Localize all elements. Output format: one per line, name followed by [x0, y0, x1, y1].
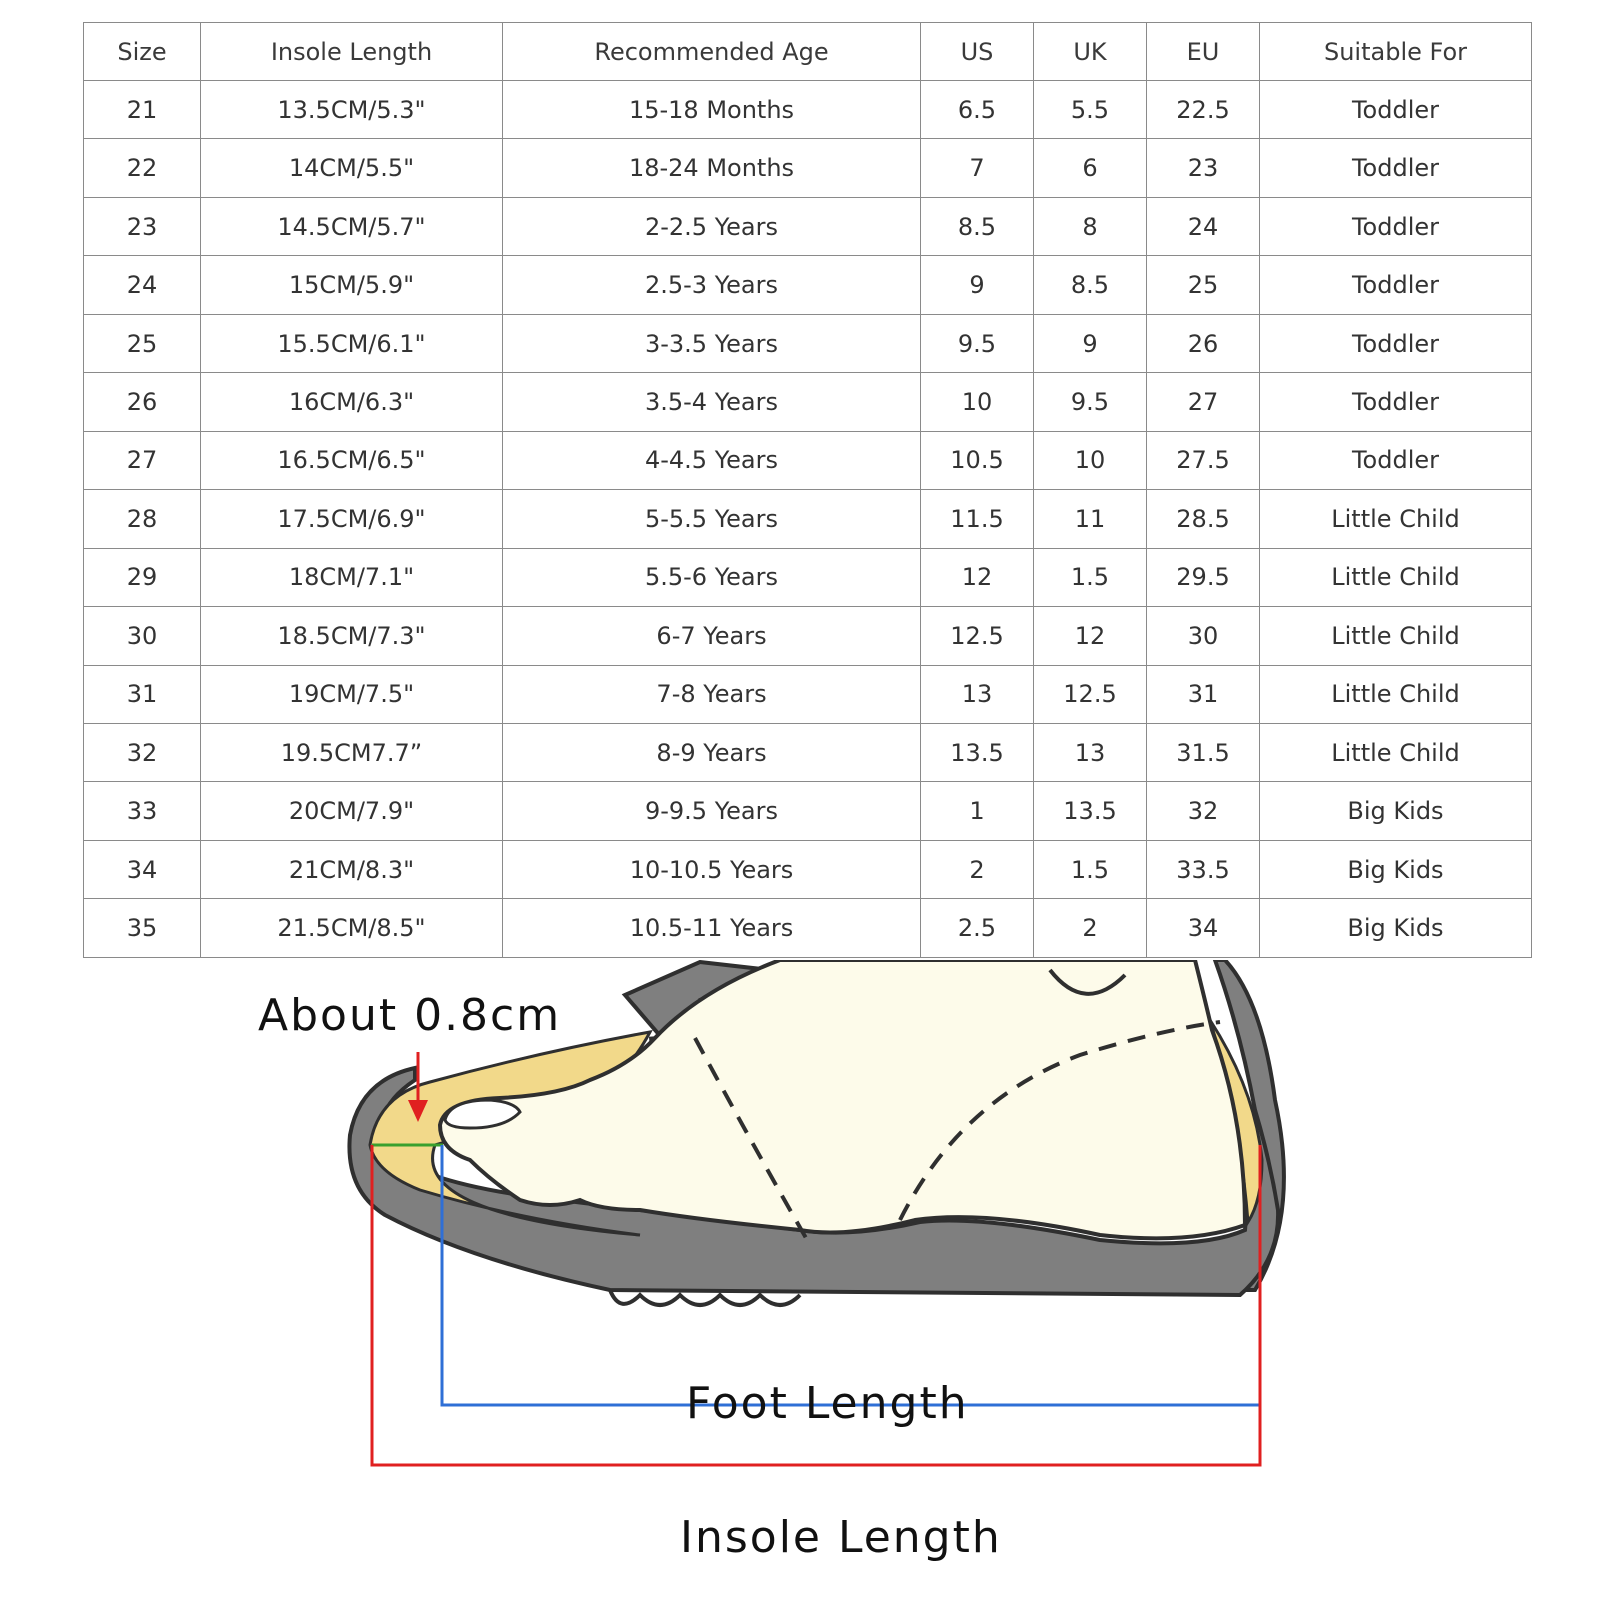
table-row — [84, 139, 1532, 197]
cell-eu: 22.5 — [1147, 81, 1260, 139]
cell-us: 9 — [921, 256, 1034, 314]
cell-insole-length: 19CM/7.5" — [201, 665, 503, 723]
header-insole-length: Insole Length — [201, 23, 503, 81]
cell-insole-length: 15CM/5.9" — [201, 256, 503, 314]
cell-recommended-age: 3.5-4 Years — [503, 373, 921, 431]
cell-size: 21 — [84, 81, 201, 139]
cell-us: 13.5 — [921, 723, 1034, 781]
table-row — [84, 548, 1532, 606]
cell-insole-length: 14CM/5.5" — [201, 139, 503, 197]
cell-eu: 25 — [1147, 256, 1260, 314]
table-row — [84, 782, 1532, 840]
header-uk: UK — [1034, 23, 1147, 81]
cell-suitable-for: Little Child — [1260, 665, 1532, 723]
cell-uk: 12 — [1034, 607, 1147, 665]
cell-size: 30 — [84, 607, 201, 665]
table-row — [84, 81, 1532, 139]
cell-us: 10 — [921, 373, 1034, 431]
cell-size: 26 — [84, 373, 201, 431]
cell-recommended-age: 2-2.5 Years — [503, 197, 921, 255]
cell-recommended-age: 6-7 Years — [503, 607, 921, 665]
cell-size: 24 — [84, 256, 201, 314]
cell-uk: 5.5 — [1034, 81, 1147, 139]
cell-insole-length: 20CM/7.9" — [201, 782, 503, 840]
cell-eu: 29.5 — [1147, 548, 1260, 606]
cell-us: 12 — [921, 548, 1034, 606]
cell-suitable-for: Toddler — [1260, 81, 1532, 139]
cell-insole-length: 19.5CM7.7” — [201, 723, 503, 781]
table-row — [84, 197, 1532, 255]
cell-eu: 33.5 — [1147, 840, 1260, 898]
cell-recommended-age: 10.5-11 Years — [503, 899, 921, 958]
cell-us: 2 — [921, 840, 1034, 898]
cell-size: 23 — [84, 197, 201, 255]
table-body — [84, 81, 1532, 958]
cell-size: 34 — [84, 840, 201, 898]
cell-recommended-age: 4-4.5 Years — [503, 431, 921, 489]
header-suitable-for: Suitable For — [1260, 23, 1532, 81]
toe-gap-label: About 0.8cm — [258, 990, 562, 1041]
cell-eu: 31.5 — [1147, 723, 1260, 781]
cell-us: 8.5 — [921, 197, 1034, 255]
cell-eu: 31 — [1147, 665, 1260, 723]
cell-recommended-age: 5-5.5 Years — [503, 490, 921, 548]
cell-suitable-for: Big Kids — [1260, 782, 1532, 840]
cell-eu: 26 — [1147, 314, 1260, 372]
cell-us: 10.5 — [921, 431, 1034, 489]
cell-suitable-for: Toddler — [1260, 314, 1532, 372]
cell-uk: 1.5 — [1034, 548, 1147, 606]
size-chart-table — [83, 22, 1532, 958]
cell-uk: 13 — [1034, 723, 1147, 781]
cell-insole-length: 16CM/6.3" — [201, 373, 503, 431]
cell-uk: 6 — [1034, 139, 1147, 197]
table-row — [84, 665, 1532, 723]
cell-insole-length: 16.5CM/6.5" — [201, 431, 503, 489]
cell-us: 13 — [921, 665, 1034, 723]
cell-recommended-age: 3-3.5 Years — [503, 314, 921, 372]
cell-uk: 9.5 — [1034, 373, 1147, 431]
cell-recommended-age: 5.5-6 Years — [503, 548, 921, 606]
cell-insole-length: 14.5CM/5.7" — [201, 197, 503, 255]
table-row — [84, 314, 1532, 372]
cell-uk: 2 — [1034, 899, 1147, 958]
table-row — [84, 723, 1532, 781]
cell-insole-length: 18CM/7.1" — [201, 548, 503, 606]
cell-us: 11.5 — [921, 490, 1034, 548]
header-recommended-age: Recommended Age — [503, 23, 921, 81]
cell-eu: 23 — [1147, 139, 1260, 197]
cell-suitable-for: Little Child — [1260, 490, 1532, 548]
cell-recommended-age: 7-8 Years — [503, 665, 921, 723]
cell-suitable-for: Toddler — [1260, 431, 1532, 489]
cell-insole-length: 21.5CM/8.5" — [201, 899, 503, 958]
cell-suitable-for: Toddler — [1260, 139, 1532, 197]
cell-insole-length: 18.5CM/7.3" — [201, 607, 503, 665]
cell-us: 12.5 — [921, 607, 1034, 665]
cell-uk: 8 — [1034, 197, 1147, 255]
cell-uk: 8.5 — [1034, 256, 1147, 314]
cell-uk: 10 — [1034, 431, 1147, 489]
cell-eu: 28.5 — [1147, 490, 1260, 548]
table-row — [84, 899, 1532, 958]
cell-size: 31 — [84, 665, 201, 723]
cell-recommended-age: 8-9 Years — [503, 723, 921, 781]
cell-suitable-for: Big Kids — [1260, 899, 1532, 958]
header-us: US — [921, 23, 1034, 81]
cell-suitable-for: Little Child — [1260, 607, 1532, 665]
cell-size: 32 — [84, 723, 201, 781]
cell-suitable-for: Little Child — [1260, 548, 1532, 606]
cell-us: 7 — [921, 139, 1034, 197]
cell-us: 1 — [921, 782, 1034, 840]
header-size: Size — [84, 23, 201, 81]
header-eu: EU — [1147, 23, 1260, 81]
cell-eu: 27.5 — [1147, 431, 1260, 489]
table-row — [84, 256, 1532, 314]
cell-insole-length: 13.5CM/5.3" — [201, 81, 503, 139]
cell-us: 2.5 — [921, 899, 1034, 958]
cell-uk: 13.5 — [1034, 782, 1147, 840]
shoe-fit-illustration — [0, 960, 1600, 1600]
table-row — [84, 431, 1532, 489]
cell-insole-length: 15.5CM/6.1" — [201, 314, 503, 372]
cell-size: 22 — [84, 139, 201, 197]
cell-suitable-for: Toddler — [1260, 197, 1532, 255]
cell-eu: 34 — [1147, 899, 1260, 958]
cell-eu: 30 — [1147, 607, 1260, 665]
cell-recommended-age: 2.5-3 Years — [503, 256, 921, 314]
cell-size: 27 — [84, 431, 201, 489]
cell-eu: 24 — [1147, 197, 1260, 255]
insole-length-label: Insole Length — [680, 1512, 1002, 1563]
cell-size: 35 — [84, 899, 201, 958]
cell-recommended-age: 15-18 Months — [503, 81, 921, 139]
cell-size: 29 — [84, 548, 201, 606]
cell-recommended-age: 9-9.5 Years — [503, 782, 921, 840]
cell-us: 6.5 — [921, 81, 1034, 139]
cell-insole-length: 17.5CM/6.9" — [201, 490, 503, 548]
cell-insole-length: 21CM/8.3" — [201, 840, 503, 898]
table-row — [84, 607, 1532, 665]
cell-uk: 11 — [1034, 490, 1147, 548]
cell-suitable-for: Big Kids — [1260, 840, 1532, 898]
cell-size: 28 — [84, 490, 201, 548]
cell-suitable-for: Toddler — [1260, 256, 1532, 314]
cell-uk: 9 — [1034, 314, 1147, 372]
cell-eu: 27 — [1147, 373, 1260, 431]
cell-us: 9.5 — [921, 314, 1034, 372]
cell-recommended-age: 18-24 Months — [503, 139, 921, 197]
cell-uk: 1.5 — [1034, 840, 1147, 898]
cell-suitable-for: Little Child — [1260, 723, 1532, 781]
foot-length-label: Foot Length — [686, 1378, 969, 1429]
cell-suitable-for: Toddler — [1260, 373, 1532, 431]
table-row — [84, 373, 1532, 431]
cell-eu: 32 — [1147, 782, 1260, 840]
table-row — [84, 840, 1532, 898]
cell-uk: 12.5 — [1034, 665, 1147, 723]
table-header-row — [84, 23, 1532, 81]
cell-size: 33 — [84, 782, 201, 840]
table-row — [84, 490, 1532, 548]
cell-recommended-age: 10-10.5 Years — [503, 840, 921, 898]
cell-size: 25 — [84, 314, 201, 372]
